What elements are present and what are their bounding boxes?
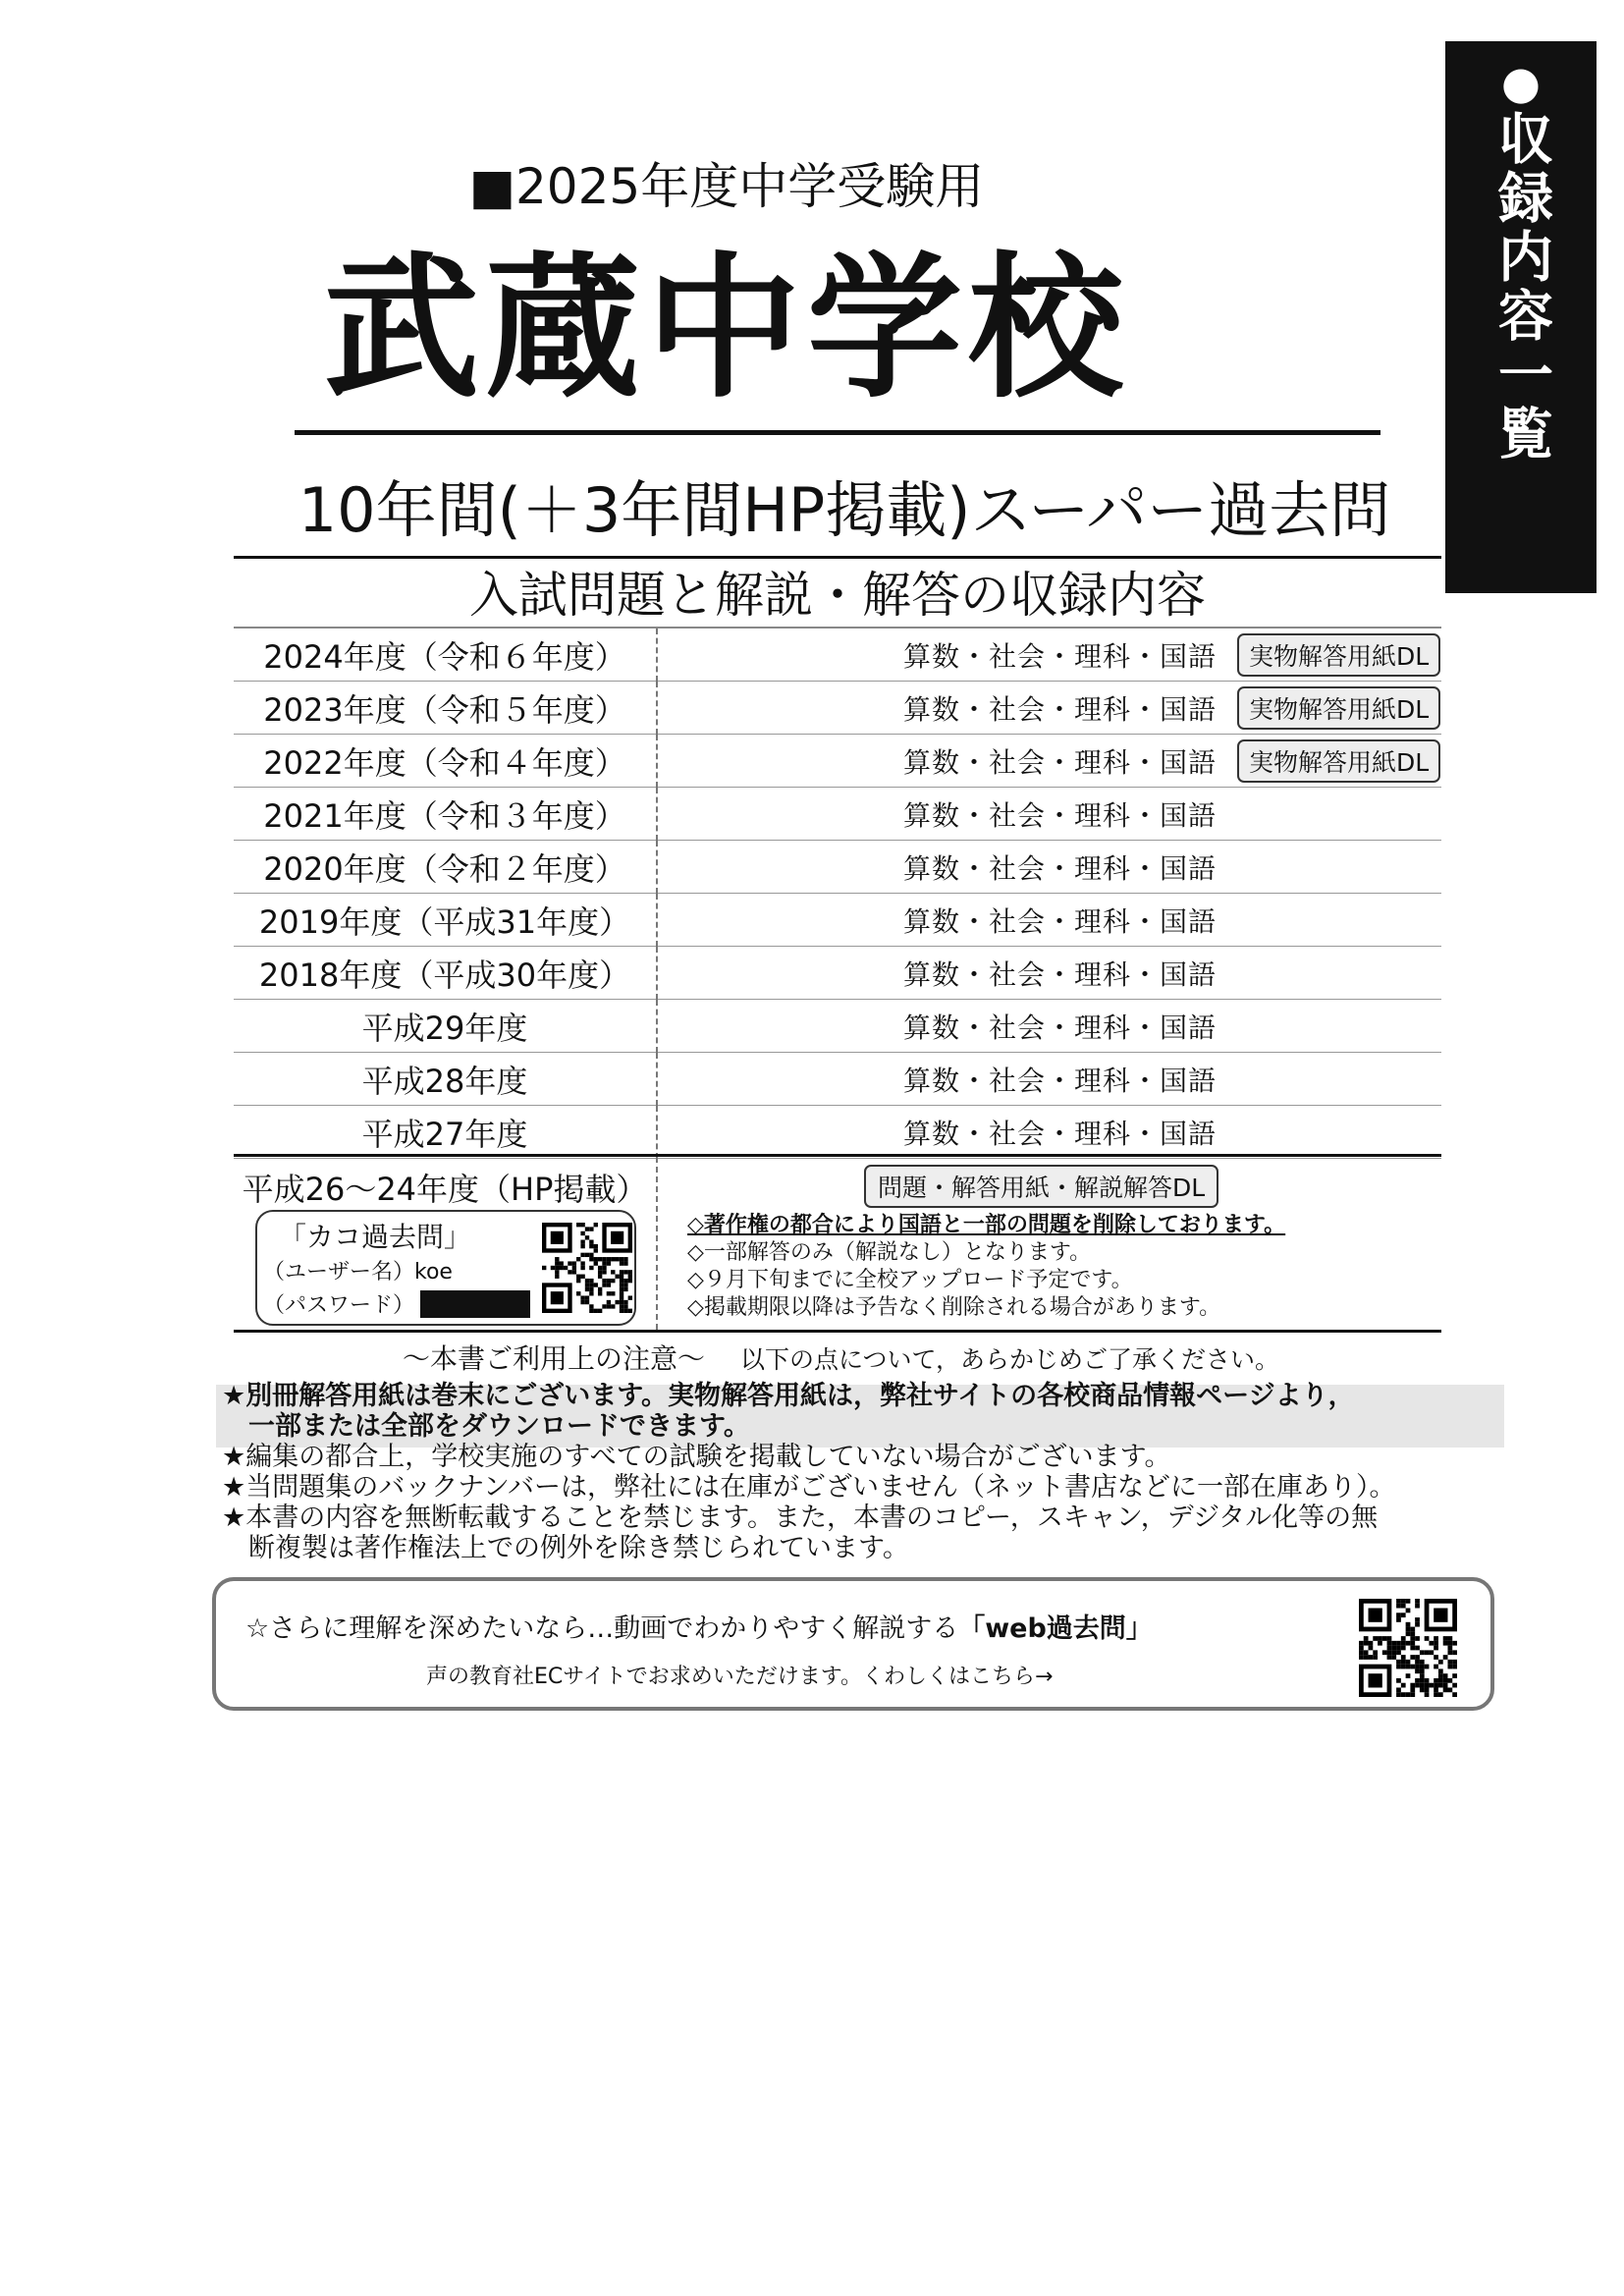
row-year: 2018年度（平成30年度） <box>234 947 657 1000</box>
caution-item: ★別冊解答用紙は巻末にございます。実物解答用紙は，弊社サイトの各校商品情報ページより， <box>222 1381 1355 1411</box>
hp-note: ◇９月下旬までに全校アップロード予定です。 <box>687 1268 1133 1292</box>
caution-item: ★編集の都合上，学校実施のすべての試験を掲載していない場合がございます。 <box>222 1442 1171 1472</box>
row-subjects: 算数・社会・理科・国語 <box>903 692 1218 726</box>
row-year: 2023年度（令和５年度） <box>234 682 657 735</box>
kako-password-label: （パスワード） <box>263 1293 415 1318</box>
title-divider <box>295 430 1380 435</box>
book-title: 10年間(＋3年間HP掲載)スーパー過去問 <box>298 474 1391 546</box>
edition-subtitle: ■2025年度中学受験用 <box>468 158 985 215</box>
row-subjects: 算数・社会・理科・国語 <box>903 1064 1218 1097</box>
promo-line-1 <box>245 1607 1153 1645</box>
side-tab <box>1445 41 1597 593</box>
hp-note: ◇掲載期限以降は予告なく削除される場合があります。 <box>687 1295 1221 1320</box>
contents-row <box>234 629 1441 682</box>
caution-item: ★当問題集のバックナンバーは，弊社には在庫がございません（ネット書店などに一部在庫あり）。 <box>222 1472 1396 1503</box>
promo-qr-code-icon[interactable] <box>1359 1599 1457 1697</box>
hp-year-label: 平成26～24年度（HP掲載） <box>242 1171 648 1208</box>
row-subjects-cell <box>657 894 1441 947</box>
row-subjects: 算数・社会・理科・国語 <box>903 639 1218 673</box>
row-subjects: 算数・社会・理科・国語 <box>903 1117 1218 1150</box>
caution-item: 一部または全部をダウンロードできます。 <box>222 1411 750 1442</box>
row-year: 平成29年度 <box>234 1000 657 1053</box>
row-subjects-cell <box>657 788 1441 841</box>
hp-notes <box>687 1212 1285 1322</box>
caution-item: ★本書の内容を無断転載することを禁じます。また，本書のコピー，スキャン，デジタル化等の無 <box>222 1503 1379 1533</box>
contents-row <box>234 1000 1441 1053</box>
row-year: 平成28年度 <box>234 1053 657 1106</box>
row-subjects: 算数・社会・理科・国語 <box>903 798 1218 832</box>
password-redaction <box>420 1290 530 1318</box>
caution-title: ～本書ご利用上の注意～ <box>403 1342 706 1375</box>
hp-note: ◇著作権の都合により国語と一部の問題を削除しております。 <box>687 1213 1286 1237</box>
row-year: 2024年度（令和６年度） <box>234 629 657 682</box>
answer-sheet-dl-badge[interactable]: 実物解答用紙DL <box>1237 739 1440 783</box>
promo-prefix: ☆さらに理解を深めたいなら…動画でわかりやすく解説する <box>245 1613 959 1644</box>
row-subjects-cell <box>657 841 1441 894</box>
row-subjects-cell <box>657 947 1441 1000</box>
contents-row <box>234 841 1441 894</box>
row-subjects-cell <box>657 735 1441 788</box>
hp-download-badge[interactable]: 問題・解答用紙・解説解答DL <box>864 1165 1218 1208</box>
row-subjects: 算数・社会・理科・国語 <box>903 1011 1218 1044</box>
hp-left-cell <box>234 1157 658 1330</box>
kako-login-box <box>255 1210 636 1326</box>
contents-row <box>234 682 1441 735</box>
hp-section <box>234 1154 1441 1333</box>
contents-row <box>234 894 1441 947</box>
caution-heading <box>403 1338 1279 1377</box>
caution-subtitle: 以下の点について，あらかじめご了承ください。 <box>740 1345 1280 1374</box>
row-subjects-cell <box>657 629 1441 682</box>
school-name: 武蔵中学校 <box>324 239 1129 419</box>
bullet-icon: ● <box>1500 56 1542 109</box>
row-year: 2020年度（令和２年度） <box>234 841 657 894</box>
kako-username: （ユーザー名）koe <box>263 1260 453 1285</box>
row-subjects-cell <box>657 1000 1441 1053</box>
row-subjects: 算数・社会・理科・国語 <box>903 957 1218 991</box>
row-subjects: 算数・社会・理科・国語 <box>903 745 1218 779</box>
contents-row <box>234 1053 1441 1106</box>
contents-row <box>234 788 1441 841</box>
contents-row <box>234 735 1441 788</box>
row-year: 2022年度（令和４年度） <box>234 735 657 788</box>
row-subjects-cell <box>657 1053 1441 1106</box>
row-year: 2019年度（平成31年度） <box>234 894 657 947</box>
row-subjects-cell <box>657 1106 1441 1159</box>
kako-qr-code-icon[interactable] <box>542 1218 632 1318</box>
section-divider <box>234 556 1441 559</box>
contents-row <box>234 1106 1441 1159</box>
contents-row <box>234 947 1441 1000</box>
row-subjects-cell <box>657 682 1441 735</box>
side-tab-label: 収録内容一覧 <box>1489 110 1553 464</box>
promo-line-2: 声の教育社ECサイトでお求めいただけます。くわしくはこちら→ <box>426 1665 1054 1689</box>
caution-item: 断複製は著作権法上での例外を除き禁じられています。 <box>222 1533 909 1563</box>
promo-highlight: 「web過去問」 <box>958 1613 1153 1644</box>
web-kakomon-promo <box>212 1577 1494 1711</box>
kako-title: 「カコ過去問」 <box>279 1221 472 1253</box>
hp-note: ◇一部解答のみ（解説なし）となります。 <box>687 1240 1092 1265</box>
answer-sheet-dl-badge[interactable]: 実物解答用紙DL <box>1237 686 1440 730</box>
row-year: 平成27年度 <box>234 1106 657 1159</box>
answer-sheet-dl-badge[interactable]: 実物解答用紙DL <box>1237 633 1440 677</box>
row-subjects: 算数・社会・理科・国語 <box>903 851 1218 885</box>
contents-heading: 入試問題と解説・解答の収録内容 <box>469 567 1206 624</box>
contents-table <box>234 629 1441 1159</box>
row-subjects: 算数・社会・理科・国語 <box>903 904 1218 938</box>
caution-list <box>222 1381 1395 1563</box>
row-year: 2021年度（令和３年度） <box>234 788 657 841</box>
